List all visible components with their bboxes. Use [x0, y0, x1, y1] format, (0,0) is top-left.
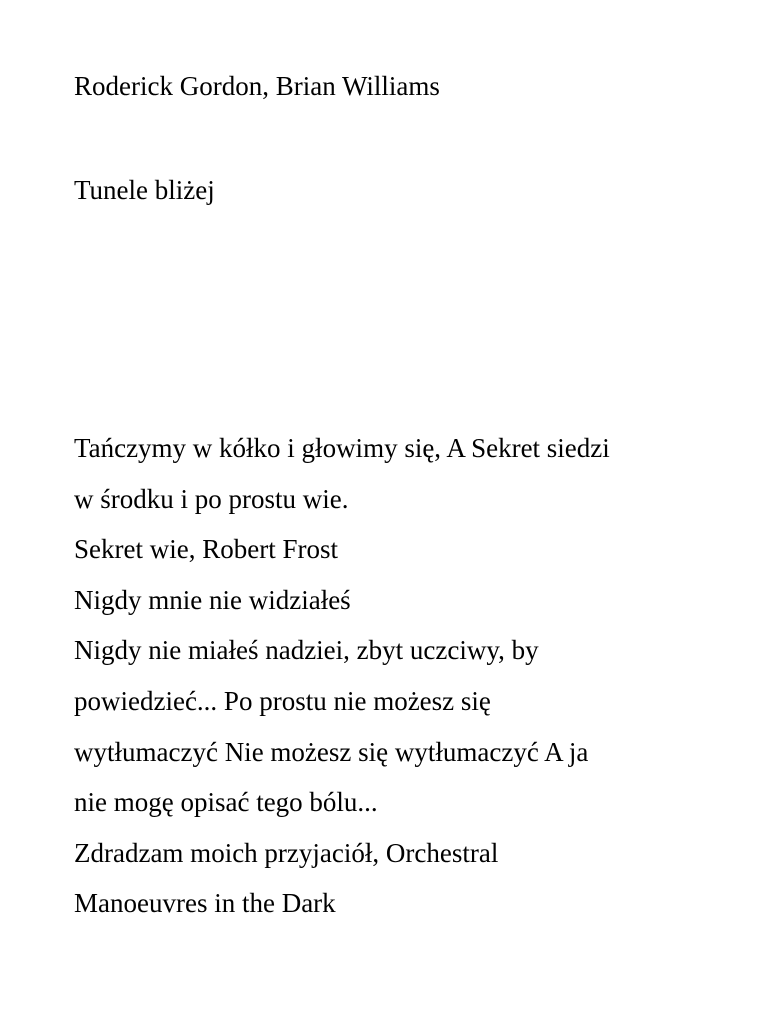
epigraph-line: Manoeuvres in the Dark [74, 888, 336, 919]
epigraph-line: Sekret wie, Robert Frost [74, 534, 338, 565]
epigraph-line: w środku i po prostu wie. [74, 483, 349, 514]
epigraph-line: Tańczymy w kółko i głowimy się, A Sekret siedzi [74, 433, 610, 463]
epigraph-block [74, 423, 714, 929]
epigraph-line: wytłumaczyć Nie możesz się wytłumaczyć A ja [74, 736, 589, 767]
epigraph-line: Zdradzam moich przyjaciół, Orchestral [74, 837, 499, 868]
epigraph-line: nie mogę opisać tego bólu... [74, 787, 378, 818]
epigraph-line: Nigdy mnie nie widziałeś [74, 584, 351, 615]
author-line: Roderick Gordon, Brian Williams [74, 71, 440, 101]
book-title: Tunele bliżej [74, 175, 215, 205]
epigraph-line: Nigdy nie miałeś nadziei, zbyt uczciwy, by [74, 635, 539, 666]
epigraph-line: powiedzieć... Po prostu nie możesz się [74, 685, 491, 716]
